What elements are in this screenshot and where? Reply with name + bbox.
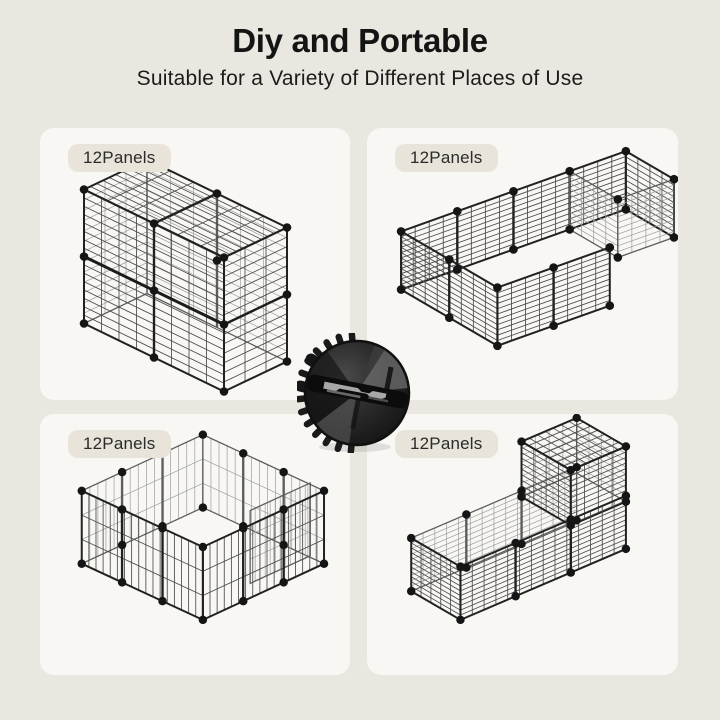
panel-count-badge: 12Panels <box>68 430 171 458</box>
page-subtitle: Suitable for a Variety of Different Places of Use <box>136 67 584 90</box>
panel-count-badge: 12Panels <box>395 430 498 458</box>
connector-ball-icon <box>297 333 417 453</box>
card-long-playpen-with-loft <box>367 414 678 675</box>
panel-count-badge: 12Panels <box>395 144 498 172</box>
card-square-playpen <box>40 414 350 675</box>
header <box>0 22 720 91</box>
page-title: Diy and Portable <box>232 22 488 59</box>
panel-count-badge: 12Panels <box>68 144 171 172</box>
